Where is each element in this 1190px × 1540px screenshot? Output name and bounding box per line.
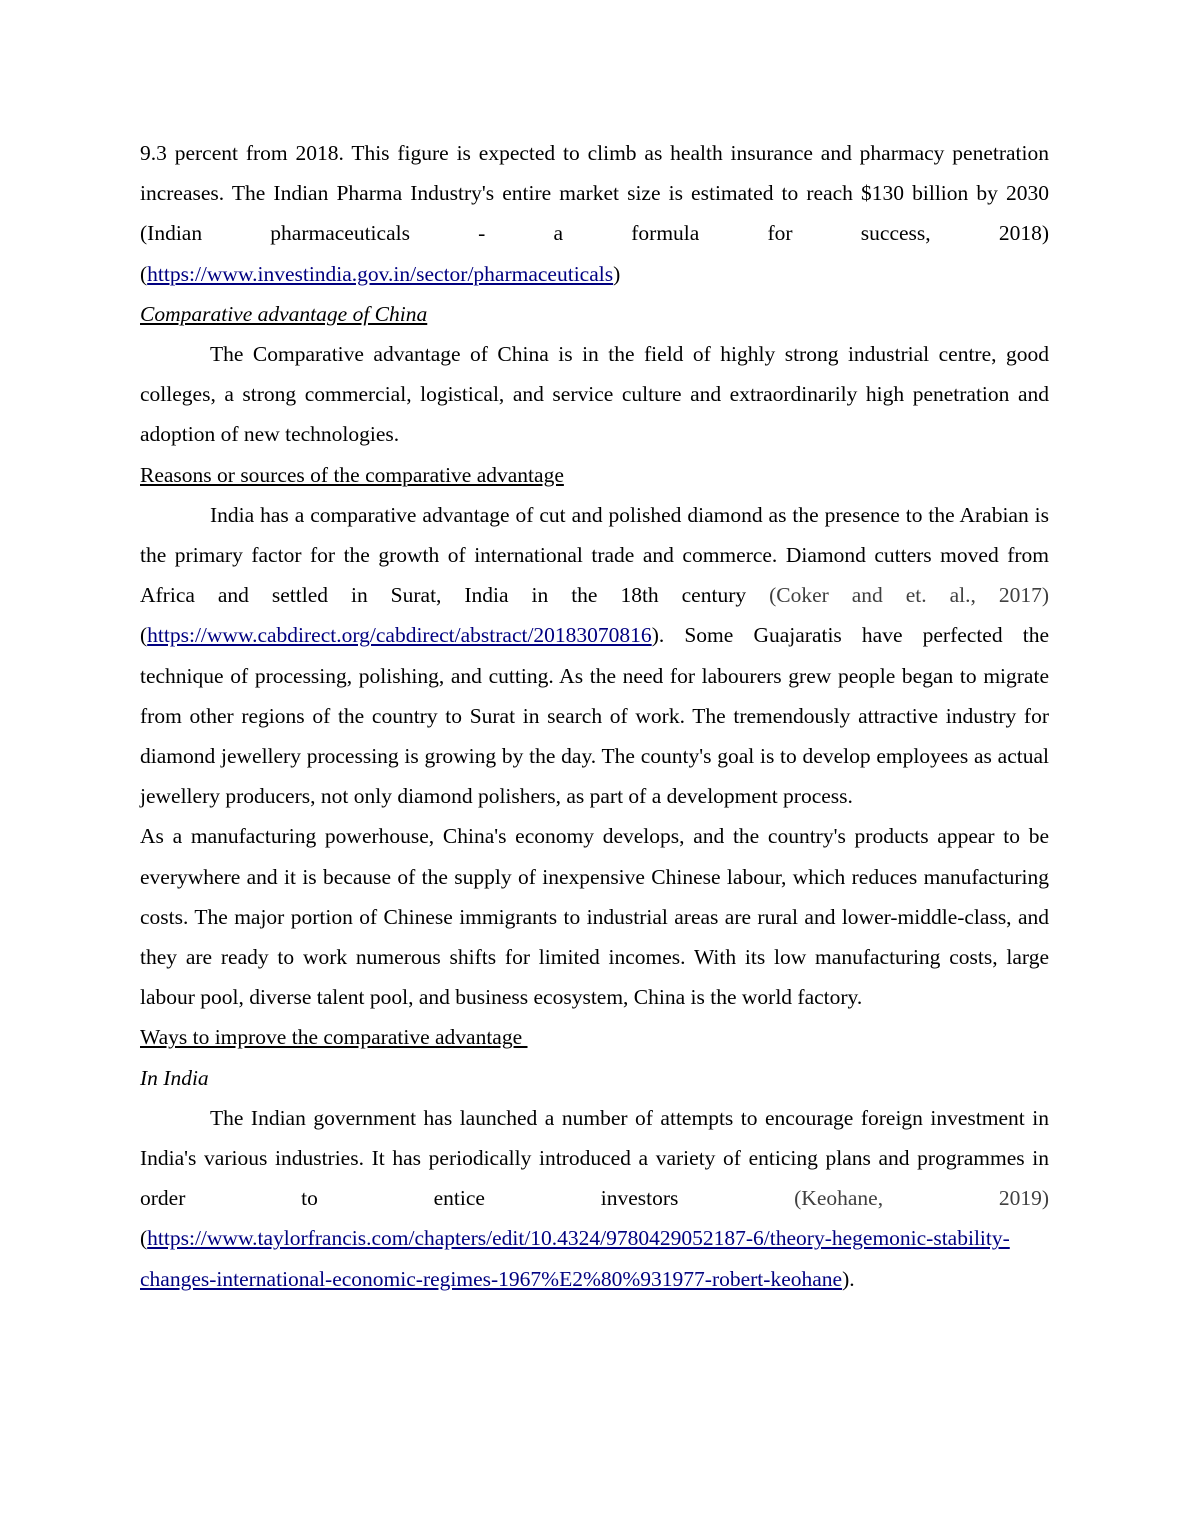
heading-ways-to-improve: Ways to improve the comparative advantage <box>140 1025 528 1050</box>
india-diamond-text: India has a comparative advantage of cut and polished diamond as the presence to the Arabian is the primary factor for the growth of international trade and commerce. Diamond cutters moved from Africa and settled in Surat, India in the 18th century <box>140 502 1049 608</box>
heading-reasons-sources: Reasons or sources of the comparative advantage <box>140 462 564 487</box>
keohane-citation: (Keohane, 2019) <box>678 1186 1049 1211</box>
india-investment-text: The Indian government has launched a number of attempts to encourage foreign investment in India's various industries. It has periodically introduced a variety of enticing plans and programmes in order to entice investors <box>140 1105 1049 1211</box>
cabdirect-link-open: ( <box>140 623 148 648</box>
taylorfrancis-link-close: ). <box>842 1266 855 1291</box>
investindia-link[interactable]: https://www.investindia.gov.in/sector/pharmaceuticals <box>147 261 614 286</box>
heading-comparative-advantage-china: Comparative advantage of China <box>140 301 428 326</box>
intro-link-open: ( <box>140 261 148 286</box>
india-investment-paragraph <box>140 1098 1049 1299</box>
intro-link-close: ) <box>613 261 621 286</box>
taylorfrancis-link-open: ( <box>140 1226 148 1251</box>
subheading-in-india: In India <box>140 1065 209 1090</box>
china-manufacturing-paragraph: As a manufacturing powerhouse, China's economy develops, and the country's products appear to be everywhere and it is because of the supply of inexpensive Chinese labour, which reduces manufacturing costs. The major portion of Chinese immigrants to industrial areas are rural and lower-middle-class, and they are ready to work numerous shifts for limited incomes. With its low manufacturing costs, large labour pool, diverse talent pool, and business ecosystem, China is the world factory. <box>140 824 1049 1010</box>
china-advantage-paragraph: The Comparative advantage of China is in the field of highly strong industrial centre, good colleges, a strong commercial, logistical, and service culture and extraordinarily high penetration and adoption of new technologies. <box>140 342 1049 447</box>
intro-text: 9.3 percent from 2018. This figure is expected to climb as health insurance and pharmacy penetration increases. The Indian Pharma Industry's entire market size is estimated to reach $130 billion by 2030 (Indian pharmaceuticals - a formula for success, 2018) <box>140 141 1049 246</box>
india-diamond-paragraph <box>140 495 1049 817</box>
document-page <box>140 133 1049 1299</box>
taylorfrancis-link[interactable]: https://www.taylorfrancis.com/chapters/edit/10.4324/9780429052187-6/theory-hegemonic-stability-changes-international-economic-regimes-1967%E2%80%931977-robert-keohane <box>140 1226 1010 1291</box>
coker-citation: (Coker and et. al., 2017) <box>746 583 1049 608</box>
intro-paragraph <box>140 133 1049 294</box>
india-diamond-rest: ). Some Guajaratis have perfected the technique of processing, polishing, and cutting. As the need for labourers grew people began to migrate from other regions of the country to Surat in search of work. The tremendously attractive industry for diamond jewellery processing is growing by the day. The county's goal is to develop employees as actual jewellery producers, not only diamond polishers, as part of a development process. <box>140 623 1049 809</box>
cabdirect-link[interactable]: https://www.cabdirect.org/cabdirect/abstract/20183070816 <box>147 623 652 648</box>
